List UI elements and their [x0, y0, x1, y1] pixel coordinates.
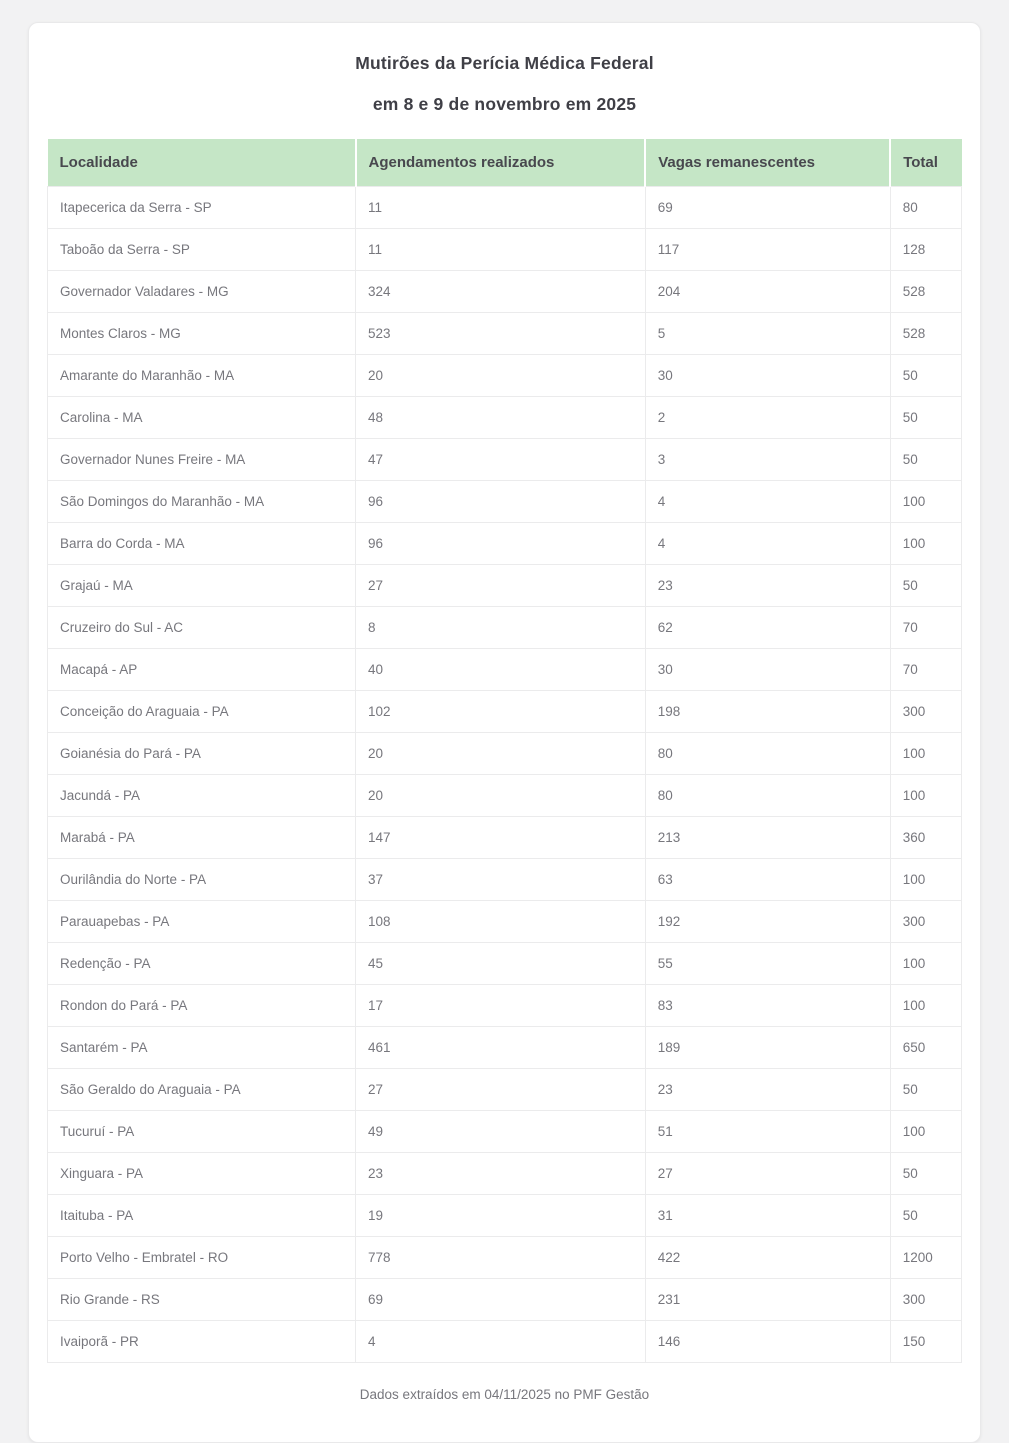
- table-row: [48, 271, 962, 313]
- cell-total: 100: [890, 943, 961, 985]
- cell-agendamentos: 8: [356, 607, 646, 649]
- cell-localidade: Goianésia do Pará - PA: [48, 733, 356, 775]
- cell-total: 360: [890, 817, 961, 859]
- table-row: [48, 523, 962, 565]
- cell-localidade: Marabá - PA: [48, 817, 356, 859]
- cell-localidade: Rio Grande - RS: [48, 1279, 356, 1321]
- cell-localidade: Santarém - PA: [48, 1027, 356, 1069]
- cell-total: 70: [890, 607, 961, 649]
- cell-vagas: 80: [645, 775, 890, 817]
- cell-agendamentos: 17: [356, 985, 646, 1027]
- cell-total: 300: [890, 901, 961, 943]
- table-row: [48, 817, 962, 859]
- cell-agendamentos: 102: [356, 691, 646, 733]
- cell-vagas: 30: [645, 355, 890, 397]
- column-header-localidade: Localidade: [48, 139, 356, 187]
- cell-agendamentos: 20: [356, 355, 646, 397]
- cell-agendamentos: 49: [356, 1111, 646, 1153]
- cell-localidade: Rondon do Pará - PA: [48, 985, 356, 1027]
- cell-vagas: 4: [645, 523, 890, 565]
- cell-localidade: Redenção - PA: [48, 943, 356, 985]
- cell-vagas: 30: [645, 649, 890, 691]
- cell-agendamentos: 23: [356, 1153, 646, 1195]
- cell-total: 100: [890, 523, 961, 565]
- cell-vagas: 51: [645, 1111, 890, 1153]
- table-row: [48, 229, 962, 271]
- cell-total: 100: [890, 481, 961, 523]
- cell-localidade: Ourilândia do Norte - PA: [48, 859, 356, 901]
- cell-vagas: 204: [645, 271, 890, 313]
- cell-agendamentos: 4: [356, 1321, 646, 1363]
- cell-vagas: 4: [645, 481, 890, 523]
- cell-localidade: São Domingos do Maranhão - MA: [48, 481, 356, 523]
- cell-agendamentos: 20: [356, 775, 646, 817]
- cell-total: 70: [890, 649, 961, 691]
- table-row: [48, 733, 962, 775]
- cell-total: 650: [890, 1027, 961, 1069]
- table-row: [48, 943, 962, 985]
- cell-vagas: 422: [645, 1237, 890, 1279]
- mutiroes-table: [47, 139, 962, 1363]
- cell-vagas: 146: [645, 1321, 890, 1363]
- table-row: [48, 1153, 962, 1195]
- table-row: [48, 1237, 962, 1279]
- cell-localidade: Amarante do Maranhão - MA: [48, 355, 356, 397]
- cell-vagas: 62: [645, 607, 890, 649]
- cell-vagas: 63: [645, 859, 890, 901]
- cell-localidade: Porto Velho - Embratel - RO: [48, 1237, 356, 1279]
- cell-total: 150: [890, 1321, 961, 1363]
- cell-localidade: Taboão da Serra - SP: [48, 229, 356, 271]
- cell-total: 100: [890, 859, 961, 901]
- cell-vagas: 2: [645, 397, 890, 439]
- cell-vagas: 213: [645, 817, 890, 859]
- cell-total: 100: [890, 985, 961, 1027]
- cell-agendamentos: 11: [356, 229, 646, 271]
- cell-agendamentos: 20: [356, 733, 646, 775]
- cell-total: 80: [890, 187, 961, 229]
- cell-vagas: 231: [645, 1279, 890, 1321]
- table-row: [48, 313, 962, 355]
- report-card: [28, 22, 981, 1443]
- table-row: [48, 1195, 962, 1237]
- page-subtitle: em 8 e 9 de novembro em 2025: [372, 94, 637, 114]
- cell-agendamentos: 40: [356, 649, 646, 691]
- table-body: [48, 187, 962, 1363]
- cell-vagas: 55: [645, 943, 890, 985]
- column-header-total: Total: [890, 139, 961, 187]
- table-row: [48, 1279, 962, 1321]
- cell-vagas: 27: [645, 1153, 890, 1195]
- cell-total: 100: [890, 1111, 961, 1153]
- table-row: [48, 859, 962, 901]
- cell-vagas: 198: [645, 691, 890, 733]
- cell-agendamentos: 147: [356, 817, 646, 859]
- table-row: [48, 775, 962, 817]
- cell-localidade: Governador Nunes Freire - MA: [48, 439, 356, 481]
- cell-agendamentos: 96: [356, 481, 646, 523]
- table-row: [48, 691, 962, 733]
- table-row: [48, 397, 962, 439]
- cell-localidade: Barra do Corda - MA: [48, 523, 356, 565]
- table-row: [48, 565, 962, 607]
- cell-total: 300: [890, 691, 961, 733]
- table-row: [48, 1111, 962, 1153]
- cell-vagas: 3: [645, 439, 890, 481]
- cell-agendamentos: 108: [356, 901, 646, 943]
- cell-agendamentos: 324: [356, 271, 646, 313]
- cell-agendamentos: 96: [356, 523, 646, 565]
- cell-total: 50: [890, 1069, 961, 1111]
- cell-agendamentos: 778: [356, 1237, 646, 1279]
- cell-total: 528: [890, 313, 961, 355]
- table-row: [48, 649, 962, 691]
- table-row: [48, 187, 962, 229]
- cell-agendamentos: 48: [356, 397, 646, 439]
- column-header-vagas: Vagas remanescentes: [645, 139, 890, 187]
- cell-total: 50: [890, 565, 961, 607]
- cell-vagas: 192: [645, 901, 890, 943]
- cell-localidade: Itapecerica da Serra - SP: [48, 187, 356, 229]
- cell-vagas: 83: [645, 985, 890, 1027]
- cell-localidade: Jacundá - PA: [48, 775, 356, 817]
- cell-vagas: 23: [645, 565, 890, 607]
- cell-agendamentos: 37: [356, 859, 646, 901]
- cell-localidade: Macapá - AP: [48, 649, 356, 691]
- cell-total: 100: [890, 775, 961, 817]
- cell-localidade: Carolina - MA: [48, 397, 356, 439]
- title-block: [47, 53, 962, 115]
- cell-vagas: 117: [645, 229, 890, 271]
- cell-agendamentos: 69: [356, 1279, 646, 1321]
- cell-localidade: Tucuruí - PA: [48, 1111, 356, 1153]
- table-row: [48, 901, 962, 943]
- cell-total: 50: [890, 439, 961, 481]
- cell-localidade: Parauapebas - PA: [48, 901, 356, 943]
- cell-localidade: Montes Claros - MG: [48, 313, 356, 355]
- cell-vagas: 69: [645, 187, 890, 229]
- table-row: [48, 985, 962, 1027]
- cell-localidade: Ivaiporã - PR: [48, 1321, 356, 1363]
- cell-agendamentos: 47: [356, 439, 646, 481]
- cell-total: 50: [890, 1195, 961, 1237]
- table-row: [48, 1027, 962, 1069]
- column-header-agendamentos: Agendamentos realizados: [356, 139, 646, 187]
- table-row: [48, 607, 962, 649]
- cell-vagas: 80: [645, 733, 890, 775]
- cell-vagas: 23: [645, 1069, 890, 1111]
- cell-total: 50: [890, 355, 961, 397]
- table-row: [48, 355, 962, 397]
- table-row: [48, 1321, 962, 1363]
- cell-vagas: 31: [645, 1195, 890, 1237]
- cell-total: 528: [890, 271, 961, 313]
- cell-localidade: Governador Valadares - MG: [48, 271, 356, 313]
- table-row: [48, 439, 962, 481]
- cell-total: 50: [890, 1153, 961, 1195]
- cell-agendamentos: 11: [356, 187, 646, 229]
- cell-vagas: 5: [645, 313, 890, 355]
- cell-agendamentos: 27: [356, 1069, 646, 1111]
- footer-note: Dados extraídos em 04/11/2025 no PMF Gestão: [359, 1387, 650, 1402]
- table-row: [48, 481, 962, 523]
- cell-agendamentos: 45: [356, 943, 646, 985]
- cell-total: 128: [890, 229, 961, 271]
- cell-localidade: Conceição do Araguaia - PA: [48, 691, 356, 733]
- cell-vagas: 189: [645, 1027, 890, 1069]
- cell-total: 300: [890, 1279, 961, 1321]
- cell-total: 1200: [890, 1237, 961, 1279]
- cell-agendamentos: 19: [356, 1195, 646, 1237]
- cell-agendamentos: 523: [356, 313, 646, 355]
- cell-total: 50: [890, 397, 961, 439]
- cell-localidade: Xinguara - PA: [48, 1153, 356, 1195]
- cell-agendamentos: 461: [356, 1027, 646, 1069]
- cell-localidade: Grajaú - MA: [48, 565, 356, 607]
- cell-localidade: São Geraldo do Araguaia - PA: [48, 1069, 356, 1111]
- cell-localidade: Cruzeiro do Sul - AC: [48, 607, 356, 649]
- table-row: [48, 1069, 962, 1111]
- cell-localidade: Itaituba - PA: [48, 1195, 356, 1237]
- cell-total: 100: [890, 733, 961, 775]
- cell-agendamentos: 27: [356, 565, 646, 607]
- table-header-row: [48, 139, 962, 187]
- page-title: Mutirões da Perícia Médica Federal: [355, 53, 654, 73]
